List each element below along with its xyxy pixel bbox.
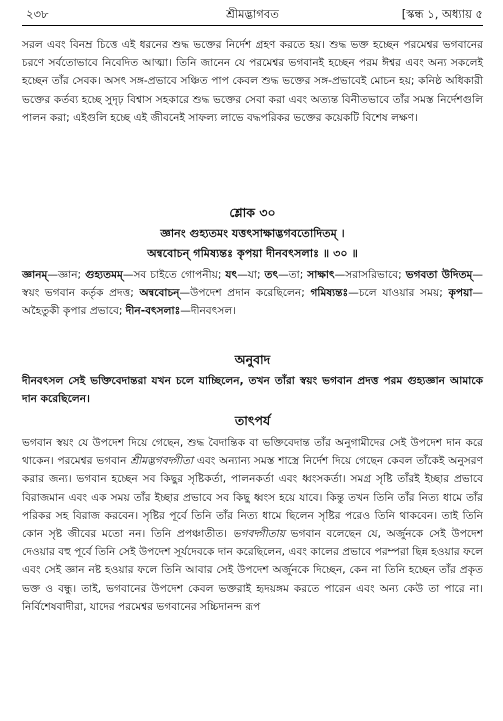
synonym-meaning: —সরাসরিভাবে;	[334, 269, 406, 281]
synonym-word: অন্ববোচন্	[139, 287, 180, 300]
synonym-meaning: —দীনবৎসল।	[180, 305, 237, 318]
synonym-word: ভগবতা উদিতম্	[405, 269, 473, 281]
scripture-title: শ্রীমদ্ভগবদ্গীতা	[130, 455, 194, 468]
verse-line-1: জ্ঞানং গুহ্যতমং যত্তৎসাক্ষাদ্ভগবতোদিতম্ ।	[160, 227, 345, 240]
page-header	[22, 6, 483, 24]
synonym-meaning: —চলে যাওয়ার সময়;	[348, 287, 449, 300]
translation-text: দীনবৎসল সেই ভক্তিবেদান্তরা যখন চলে যাচ্ছিলেন, তখন তাঁরা স্বয়ং ভগবান প্রদত্ত পরম গুহ্যজ্ঞান আমাকে দান করেছিলেন।	[22, 375, 483, 406]
synonym-meaning: —উপদেশ প্রদান করেছিলেন;	[179, 287, 311, 300]
synonym-word: সাক্ষাৎ	[307, 269, 335, 281]
synonym-word: জ্ঞানম্	[22, 269, 48, 281]
synonym-meaning: —জ্ঞান;	[47, 269, 86, 281]
purport-text: এবং অন্যান্য সমস্ত শাস্ত্রে নির্দেশ দিয়ে গেছেন কেবল তাঁকেই অনুসরণ করার জন্য। ভগবান হচ্ছেন সব কিছুর সৃষ্টিকর্তা, পালনকর্তা এবং ধ্বংসকর্তা। সমগ্র সৃষ্টি তাঁরই ইচ্ছার প্রভাবে বিরাজমান এবং এক সময় তাঁর ইচ্ছার প্রভাবে সব কিছু ধ্বংস হয়ে যাবে। কিন্তু তখন তিনি তাঁর নিত্য ধামে তাঁর পরিকর সহ বিরাজ করবেন। সৃষ্টির পূর্বে তিনি তাঁর নিত্য ধামে ছিলেন সৃষ্টির পরেও তিনি থাকবেন। তাই তিনি কোন সৃষ্ট জীবের মতো নন। তিনি প্রপঞ্চাতীত।	[22, 455, 483, 541]
verse-line-2: অন্ববোচন্ গমিষ্যন্তঃ কৃপয়া দীনবৎসলাঃ ॥ ৩০ ॥	[147, 247, 358, 260]
synonym-word: দীন-বৎসলাঃ	[125, 305, 181, 318]
book-title: শ্রীমদ্ভাগবত	[226, 7, 279, 21]
synonym-word: গমিষ্যন্তঃ	[310, 287, 349, 300]
synonym-word: যৎ	[225, 269, 238, 281]
synonym-word: গুহ্যতমম্	[85, 269, 123, 281]
word-meanings	[22, 266, 483, 321]
header-rule	[22, 25, 483, 26]
synonym-word: তৎ	[264, 269, 279, 281]
purport-heading: তাৎপর্য	[234, 413, 271, 428]
book-page	[22, 0, 483, 721]
synonym-meaning: —স্বয়ং ভগবান কর্তৃক প্রদত্ত;	[22, 269, 484, 300]
synonym-meaning: —সব চাইতে গোপনীয়;	[122, 269, 226, 281]
scripture-title: ভগবদ্গীতায়	[232, 528, 285, 541]
sloka-heading: শ্লোক ৩০	[229, 205, 276, 220]
translation-heading: অনুবাদ	[234, 352, 271, 367]
purport-paragraph	[22, 434, 483, 616]
synonym-meaning: —তা;	[278, 269, 308, 281]
intro-paragraph: সরল এবং বিনম্র চিত্তে এই ধরনের শুদ্ধ ভক্তের নির্দেশ গ্রহণ করতে হয়। শুদ্ধ ভক্ত হচ্ছেন পরমেশ্বর ভগবানের চরণে সর্বতোভাবে নিবেদিত আত্মা। তিনি জানেন যে পরমেশ্বর ভগবানই হচ্ছেন পরম ঈশ্বর এবং অন্য সকলেই হচ্ছেন তাঁর সেবক। অসৎ সঙ্গ-প্রভাবে সঞ্চিত পাপ কেবল শুদ্ধ ভক্তের সঙ্গ-প্রভাবেই মোচন হয়; কনিষ্ঠ অধিকারী ভক্তের কর্তব্য হচ্ছে সুদৃঢ় বিশ্বাস সহকারে শুদ্ধ ভক্তের সেবা করা এবং অত্যন্ত বিনীতভাবে তাঁর সমস্ত নির্দেশগুলি পালন করা; এইগুলি হচ্ছে এই জীবনেই সাফল্য লাভে বদ্ধপরিকর ভক্তের কয়েকটি বিশেষ লক্ষণ।	[22, 39, 483, 124]
page-number: ২৩৮	[26, 7, 49, 21]
purport-text: ভগবান স্বয়ং যে উপদেশ দিয়ে গেছেন, শুদ্ধ বৈদান্তিক বা ভক্তিবেদান্ত তাঁর অনুগামীদের সেই উপদেশ দান করে থাকেন। পরমেশ্বর ভগবান	[22, 437, 483, 468]
purport-text: ভগবান বলেছেন যে, অর্জুনকে সেই উপদেশ দেওয়ার বহু পূর্বে তিনি সেই উপদেশ সূর্যদেবকে দান করেছিলেন, এবং কালের প্রভাবে পরম্পরা ছিন্ন হওয়ার ফলে এবং সেই জ্ঞান নষ্ট হওয়ার ফলে তিনি আবার সেই উপদেশ অর্জুনকে দিচ্ছেন, কেন না তিনি হচ্ছেন তাঁর প্রকৃত ভক্ত ও বন্ধু। তাই, ভগবানের উপদেশ কেবল ভক্তরাই হৃদয়ঙ্গম করতে পারেন এবং অন্য কেউ তা পারে না। নির্বিশেষবাদীরা, যাদের পরমেশ্বর ভগবানের সচ্চিদানন্দ রূপ	[22, 528, 483, 613]
synonym-word: কৃপয়া	[448, 287, 473, 300]
section-label: [স্কন্ধ ১, অধ্যায় ৫	[401, 7, 483, 21]
synonym-meaning: —যা;	[237, 269, 265, 281]
synonym-meaning: —অহৈতুকী কৃপার প্রভাবে;	[22, 287, 483, 318]
